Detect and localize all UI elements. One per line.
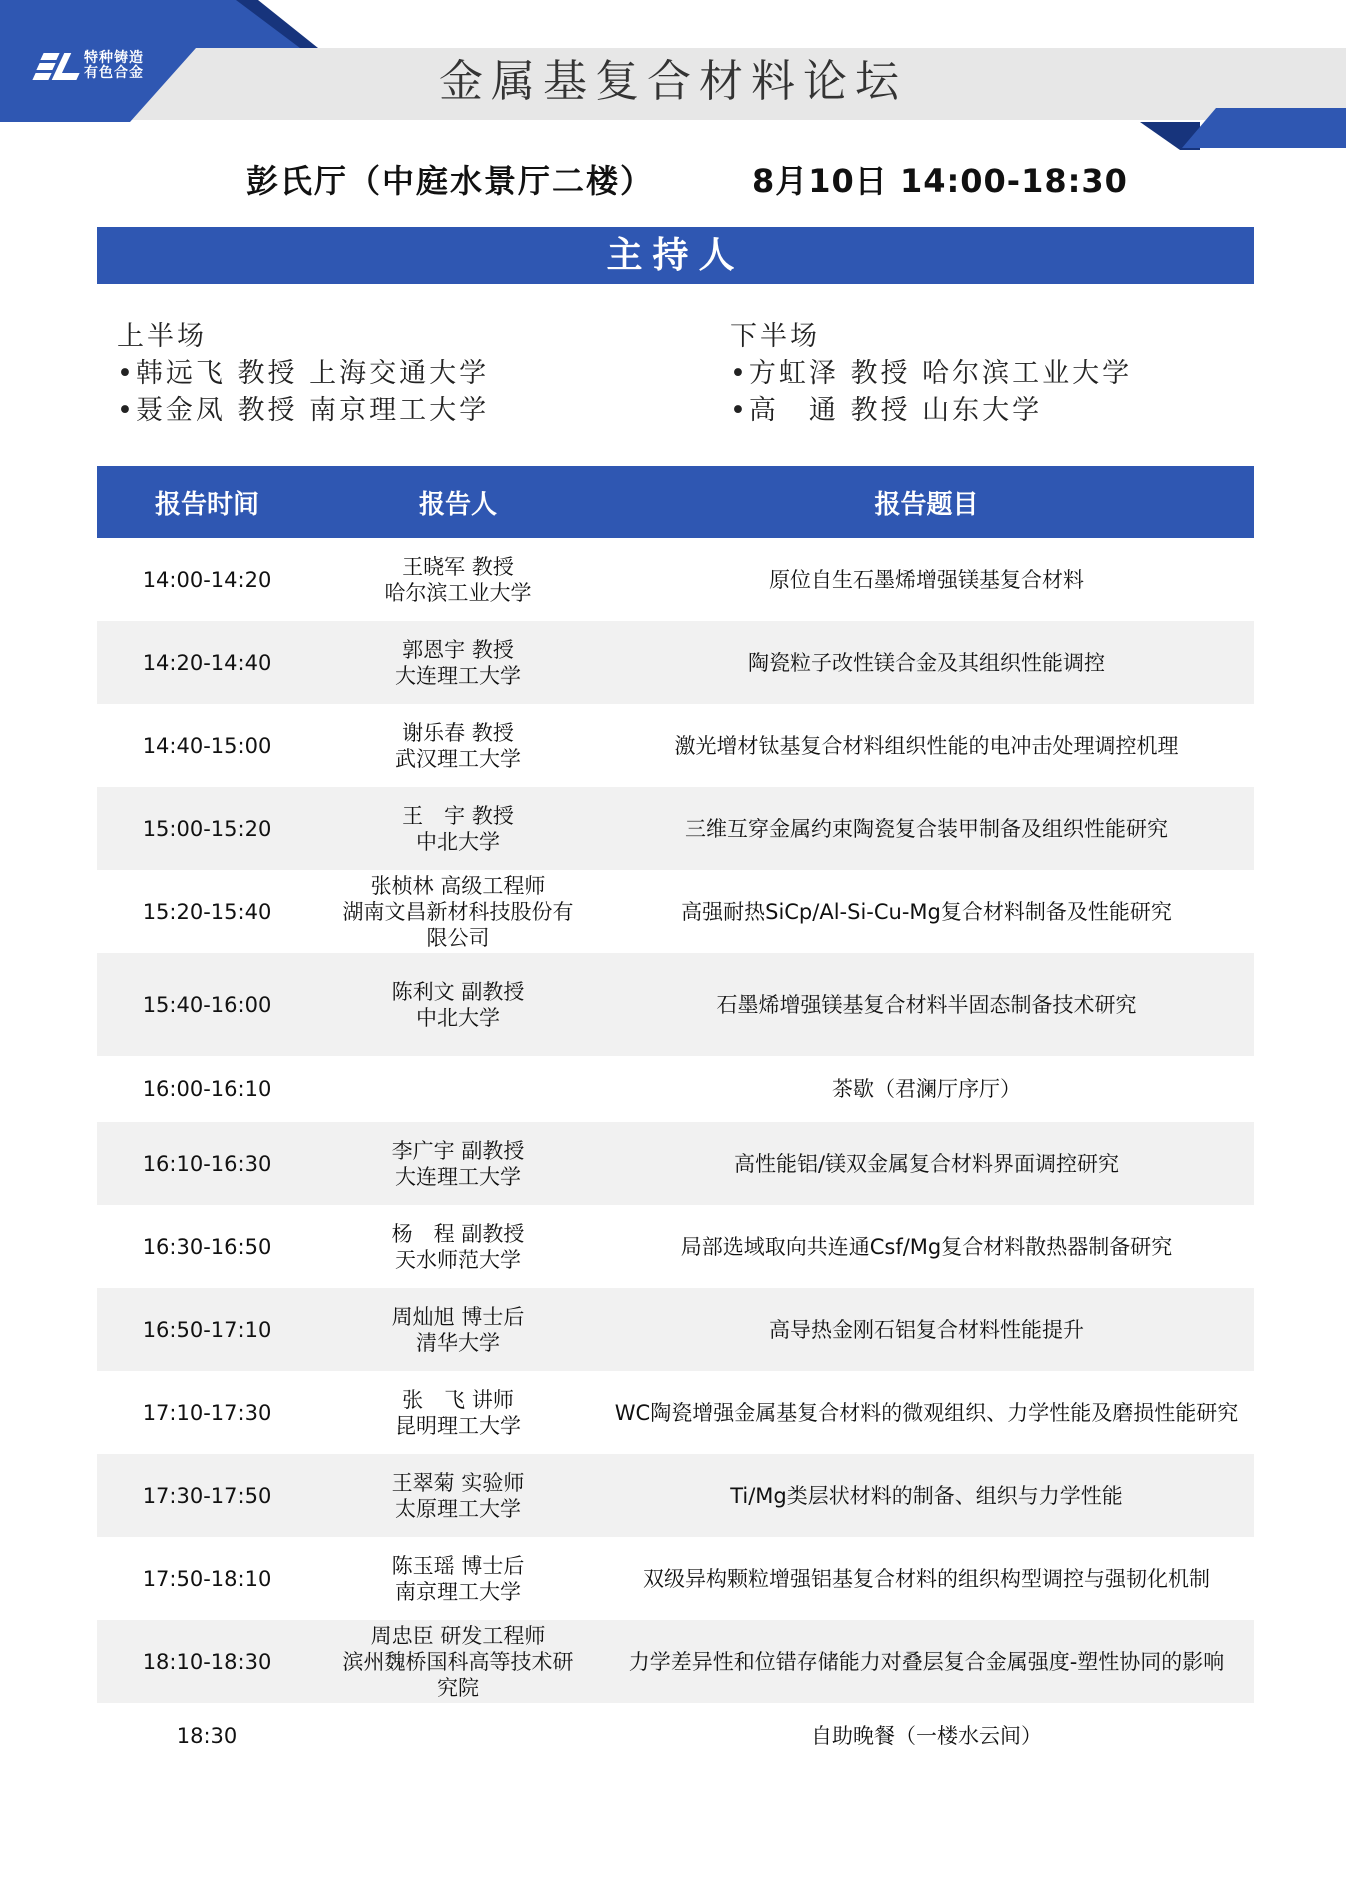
table-row: [97, 1703, 1254, 1769]
row-time: 16:30-16:50: [97, 1205, 317, 1288]
row-time: 15:40-16:00: [97, 953, 317, 1056]
host-half-label: 上半场: [117, 321, 207, 352]
table-row: [97, 621, 1254, 704]
row-topic: 陶瓷粒子改性镁合金及其组织性能调控: [599, 621, 1254, 704]
row-time: 17:10-17:30: [97, 1371, 317, 1454]
venue: 彭氏厅（中庭水景厅二楼）: [246, 162, 655, 200]
table-row: [97, 1620, 1254, 1703]
row-topic: 双级异构颗粒增强铝基复合材料的组织构型调控与强韧化机制: [599, 1537, 1254, 1620]
row-time: 14:20-14:40: [97, 621, 317, 704]
row-speaker: 陈玉瑶 博士后 南京理工大学: [317, 1537, 599, 1620]
column-header-topic: 报告题目: [599, 466, 1254, 538]
row-speaker: 张桢林 高级工程师 湖南文昌新材科技股份有 限公司: [317, 870, 599, 953]
table-row: [97, 1205, 1254, 1288]
table-row: [97, 538, 1254, 621]
row-speaker: 李广宇 副教授 大连理工大学: [317, 1122, 599, 1205]
host-person: •高 通 教授 山东大学: [730, 395, 1043, 426]
column-header-speaker: 报告人: [317, 466, 599, 538]
row-speaker: 王翠菊 实验师 太原理工大学: [317, 1454, 599, 1537]
table-row: [97, 1288, 1254, 1371]
row-topic: 三维互穿金属约束陶瓷复合装甲制备及组织性能研究: [599, 787, 1254, 870]
row-speaker: 谢乐春 教授 武汉理工大学: [317, 704, 599, 787]
row-topic: 激光增材钛基复合材料组织性能的电冲击处理调控机理: [599, 704, 1254, 787]
table-row: [97, 1056, 1254, 1122]
row-time: 16:50-17:10: [97, 1288, 317, 1371]
schedule-table: [97, 466, 1254, 1769]
row-topic: 高性能铝/镁双金属复合材料界面调控研究: [599, 1122, 1254, 1205]
row-speaker: 郭恩宇 教授 大连理工大学: [317, 621, 599, 704]
row-time: 16:00-16:10: [97, 1056, 317, 1122]
row-topic: WC陶瓷增强金属基复合材料的微观组织、力学性能及磨损性能研究: [599, 1371, 1254, 1454]
table-row: [97, 1454, 1254, 1537]
table-row: [97, 1122, 1254, 1205]
row-time: 18:10-18:30: [97, 1620, 317, 1703]
table-row: [97, 1371, 1254, 1454]
row-speaker: 王晓军 教授 哈尔滨工业大学: [317, 538, 599, 621]
host-first-half: [117, 318, 489, 429]
forum-title: 金属基复合材料论坛: [439, 56, 907, 107]
session-datetime: 8月10日 14:00-18:30: [752, 162, 1128, 200]
table-row: [97, 1537, 1254, 1620]
row-time: 17:30-17:50: [97, 1454, 317, 1537]
logo-text-line1: 特种铸造: [84, 50, 144, 66]
table-header-row: [97, 466, 1254, 538]
host-person: •聂金凤 教授 南京理工大学: [117, 395, 490, 426]
table-row: [97, 704, 1254, 787]
row-topic: 高强耐热SiCp/Al-Si-Cu-Mg复合材料制备及性能研究: [599, 870, 1254, 953]
host-half-label: 下半场: [730, 321, 820, 352]
row-time: 17:50-18:10: [97, 1537, 317, 1620]
row-time: 14:40-15:00: [97, 704, 317, 787]
row-speaker: 张 飞 讲师 昆明理工大学: [317, 1371, 599, 1454]
host-heading: 主持人: [97, 227, 1254, 284]
row-speaker: 周灿旭 博士后 清华大学: [317, 1288, 599, 1371]
column-header-time: 报告时间: [97, 466, 317, 538]
table-row: [97, 870, 1254, 953]
row-speaker: 王 宇 教授 中北大学: [317, 787, 599, 870]
table-row: [97, 953, 1254, 1056]
host-person: •韩远飞 教授 上海交通大学: [117, 358, 490, 389]
row-speaker: [317, 1703, 599, 1769]
host-second-half: [730, 318, 1132, 429]
row-topic: 自助晚餐（一楼水云间）: [599, 1703, 1254, 1769]
row-topic: Ti/Mg类层状材料的制备、组织与力学性能: [599, 1454, 1254, 1537]
row-topic: 茶歇（君澜厅序厅）: [599, 1056, 1254, 1122]
table-row: [97, 787, 1254, 870]
row-topic: 力学差异性和位错存储能力对叠层复合金属强度-塑性协同的影响: [599, 1620, 1254, 1703]
row-speaker: 杨 程 副教授 天水师范大学: [317, 1205, 599, 1288]
row-time: 18:30: [97, 1703, 317, 1769]
row-time: 16:10-16:30: [97, 1122, 317, 1205]
row-time: 15:20-15:40: [97, 870, 317, 953]
row-topic: 原位自生石墨烯增强镁基复合材料: [599, 538, 1254, 621]
row-speaker: [317, 1056, 599, 1122]
row-topic: 石墨烯增强镁基复合材料半固态制备技术研究: [599, 953, 1254, 1056]
row-time: 15:00-15:20: [97, 787, 317, 870]
logo-text-line2: 有色合金: [84, 65, 144, 81]
host-person: •方虹泽 教授 哈尔滨工业大学: [730, 358, 1133, 389]
row-speaker: 陈利文 副教授 中北大学: [317, 953, 599, 1056]
row-topic: 局部选域取向共连通Csf/Mg复合材料散热器制备研究: [599, 1205, 1254, 1288]
row-time: 14:00-14:20: [97, 538, 317, 621]
row-topic: 高导热金刚石铝复合材料性能提升: [599, 1288, 1254, 1371]
row-speaker: 周忠臣 研发工程师 滨州魏桥国科高等技术研 究院: [317, 1620, 599, 1703]
